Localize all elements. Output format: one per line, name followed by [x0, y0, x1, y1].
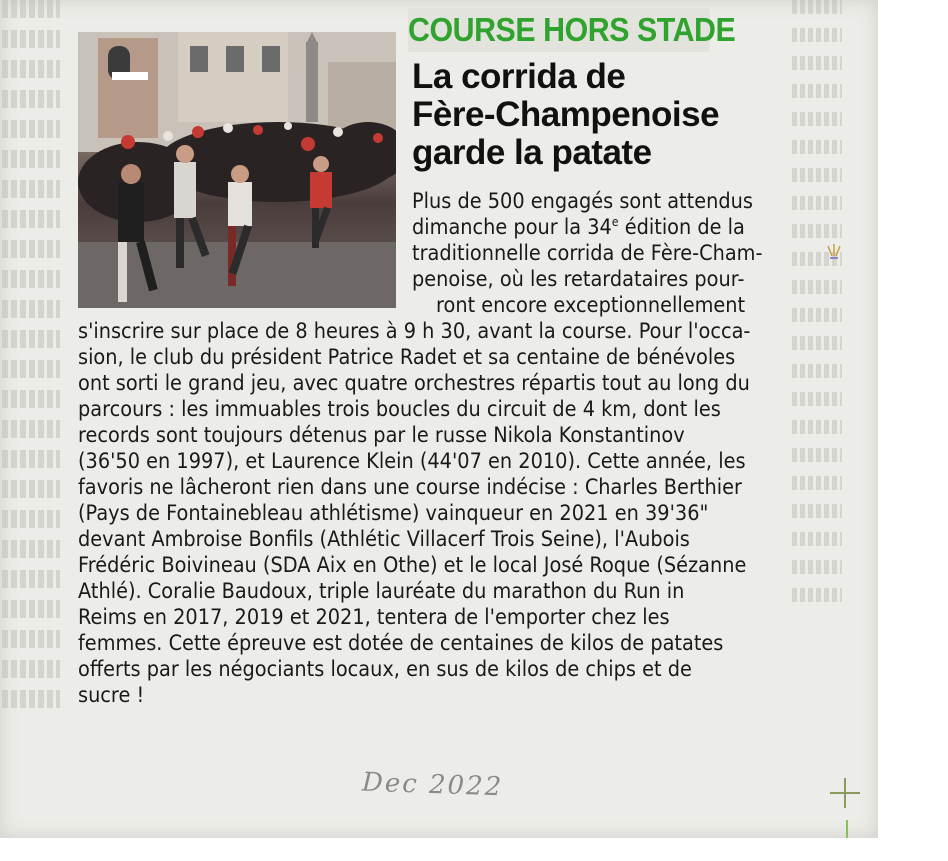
body-line: penoise, où les retardataires pour-	[412, 267, 745, 291]
headline-line-1: La corrida de	[412, 57, 626, 96]
body-line: sion, le club du président Patrice Radet et sa centaine de bénévoles	[78, 345, 736, 369]
crop-mark-small-icon	[840, 820, 854, 838]
headline-line-2: Fère-Champenoise	[412, 95, 720, 134]
body-line: Reims en 2017, 2019 et 2021, tentera de l'emporter chez les	[78, 605, 670, 629]
body-line: femmes. Cette épreuve est dotée de centaines de kilos de patates	[78, 631, 724, 655]
crop-mark-icon	[830, 778, 860, 808]
body-line: ont sorti le grand jeu, avec quatre orchestres répartis tout au long du	[78, 371, 750, 395]
body-line: records sont toujours détenus par le russe Nikola Konstantinov	[78, 423, 685, 447]
body-line-part: édition de la	[618, 215, 745, 239]
handwritten-date-note: Dec 2022	[361, 767, 504, 803]
body-line: devant Ambroise Bonfils (Athlétic Villacerf Trois Seine), l'Aubois	[78, 527, 690, 551]
body-line: s'inscrire sur place de 8 heures à 9 h 30, avant la course. Pour l'occa-	[78, 319, 751, 343]
body-line: (Pays de Fontainebleau athlétisme) vainqueur en 2021 en 39'36"	[78, 501, 709, 525]
print-speck-icon	[822, 242, 846, 264]
body-line: traditionnelle corrida de Fère-Cham-	[412, 241, 763, 265]
body-line: favoris ne lâcheront rien dans une course indécise : Charles Berthier	[78, 475, 742, 499]
body-line: ront encore exceptionnellement	[436, 293, 746, 317]
body-line: Athlé). Coralie Baudoux, triple lauréate du marathon du Run in	[78, 579, 685, 603]
headline-line-3: garde la patate	[412, 133, 652, 172]
body-line: (36'50 en 1997), et Laurence Klein (44'07 en 2010). Cette année, les	[78, 449, 746, 473]
body-line-part: dimanche pour la 34	[412, 215, 612, 239]
section-rubric: COURSE HORS STADE	[408, 8, 710, 52]
body-line: Plus de 500 engagés sont attendus	[412, 189, 753, 213]
ordinal-superscript: e	[611, 215, 619, 229]
body-line: Frédéric Boivineau (SDA Aix en Othe) et le local José Roque (Sézanne	[78, 553, 747, 577]
body-line: parcours : les immuables trois boucles du circuit de 4 km, dont les	[78, 397, 721, 421]
body-line: sucre !	[78, 683, 145, 707]
body-line: offerts par les négociants locaux, en sus de kilos de chips et de	[78, 657, 692, 681]
body-line	[412, 214, 745, 240]
